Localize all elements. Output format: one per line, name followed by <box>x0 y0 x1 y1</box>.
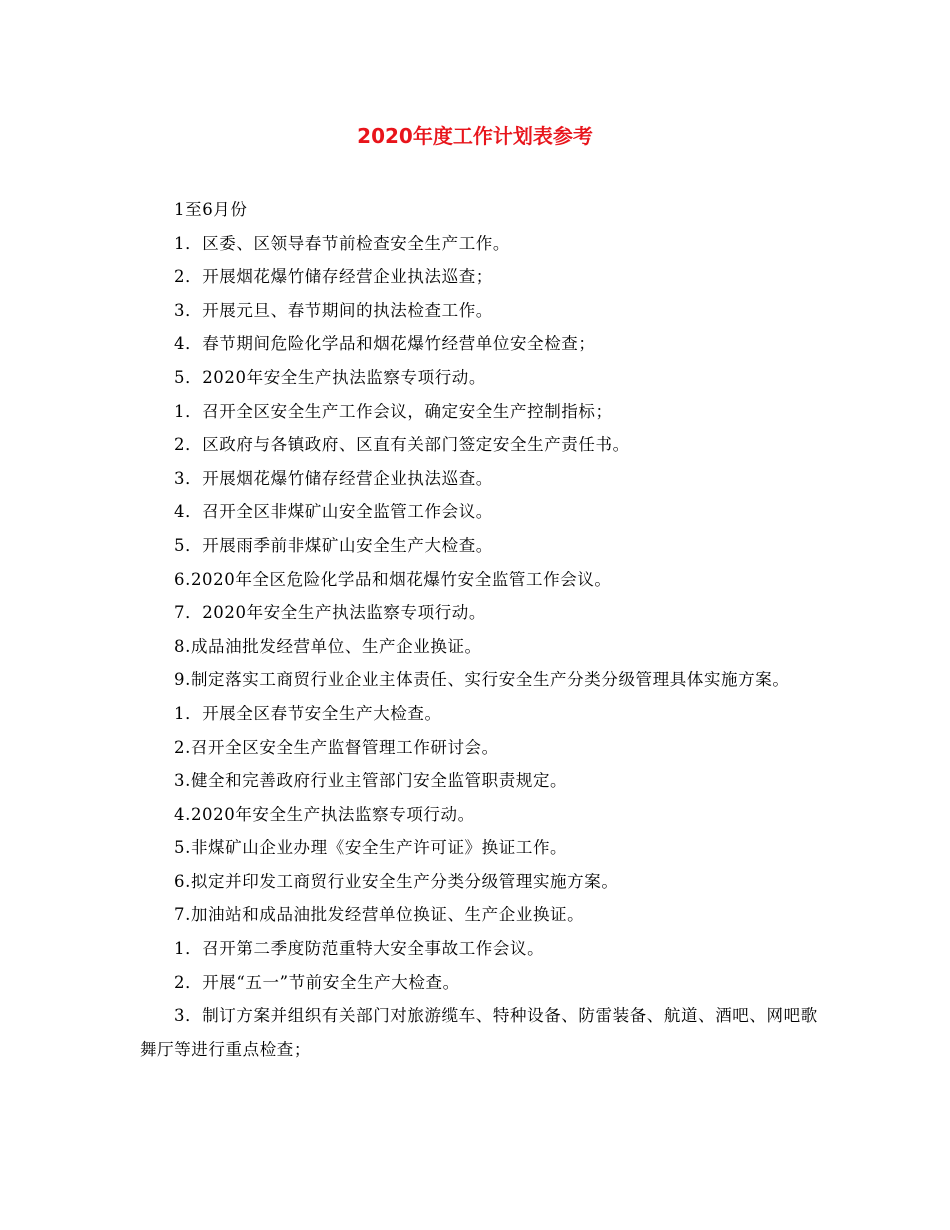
paragraph: 5．开展雨季前非煤矿山安全生产大检查。 <box>174 535 493 555</box>
paragraph: 3．开展元旦、春节期间的执法检查工作。 <box>174 300 493 320</box>
paragraph: 1．召开全区安全生产工作会议，确定安全生产控制指标； <box>174 401 613 421</box>
paragraph: 5.非煤矿山企业办理《安全生产许可证》换证工作。 <box>174 838 568 858</box>
paragraph: 5．2020年安全生产执法监察专项行动。 <box>174 367 486 387</box>
paragraph: 3.健全和完善政府行业主管部门安全监管职责规定。 <box>174 771 568 791</box>
paragraph: 4.2020年安全生产执法监察专项行动。 <box>174 804 475 824</box>
paragraph: 2．开展烟花爆竹储存经营企业执法巡查； <box>174 267 493 287</box>
paragraph: 3．开展烟花爆竹储存经营企业执法巡查。 <box>174 468 493 488</box>
document-title: 2020年度工作计划表参考 <box>357 124 593 148</box>
paragraph: 9.制定落实工商贸行业企业主体责任、实行安全生产分类分级管理具体实施方案。 <box>174 670 790 690</box>
paragraph: 3．制订方案并组织有关部门对旅游缆车、特种设备、防雷装备、航道、酒吧、网吧歌舞厅等进行重点检查； <box>140 1006 818 1059</box>
paragraph: 4．召开全区非煤矿山安全监管工作会议。 <box>174 502 493 522</box>
paragraph: 4．春节期间危险化学品和烟花爆竹经营单位安全检查； <box>174 334 596 354</box>
paragraph: 6.2020年全区危险化学品和烟花爆竹安全监管工作会议。 <box>174 569 612 589</box>
paragraph: 1至6月份 <box>174 200 248 219</box>
paragraph: 1．开展全区春节安全生产大检查。 <box>174 703 442 723</box>
paragraph: 1．召开第二季度防范重特大安全事故工作会议。 <box>174 939 545 959</box>
paragraph: 6.拟定并印发工商贸行业安全生产分类分级管理实施方案。 <box>174 871 619 891</box>
document-body <box>140 193 830 1066</box>
paragraph: 7.加油站和成品油批发经营单位换证、生产企业换证。 <box>174 905 585 925</box>
paragraph: 7．2020年安全生产执法监察专项行动。 <box>174 603 486 623</box>
paragraph: 2．区政府与各镇政府、区直有关部门签定安全生产责任书。 <box>174 435 630 455</box>
paragraph: 8.成品油批发经营单位、生产企业换证。 <box>174 636 482 656</box>
paragraph: 2．开展“五一”节前安全生产大检查。 <box>174 972 460 992</box>
paragraph: 2.召开全区安全生产监督管理工作研讨会。 <box>174 737 499 757</box>
paragraph: 1．区委、区领导春节前检查安全生产工作。 <box>174 233 510 253</box>
